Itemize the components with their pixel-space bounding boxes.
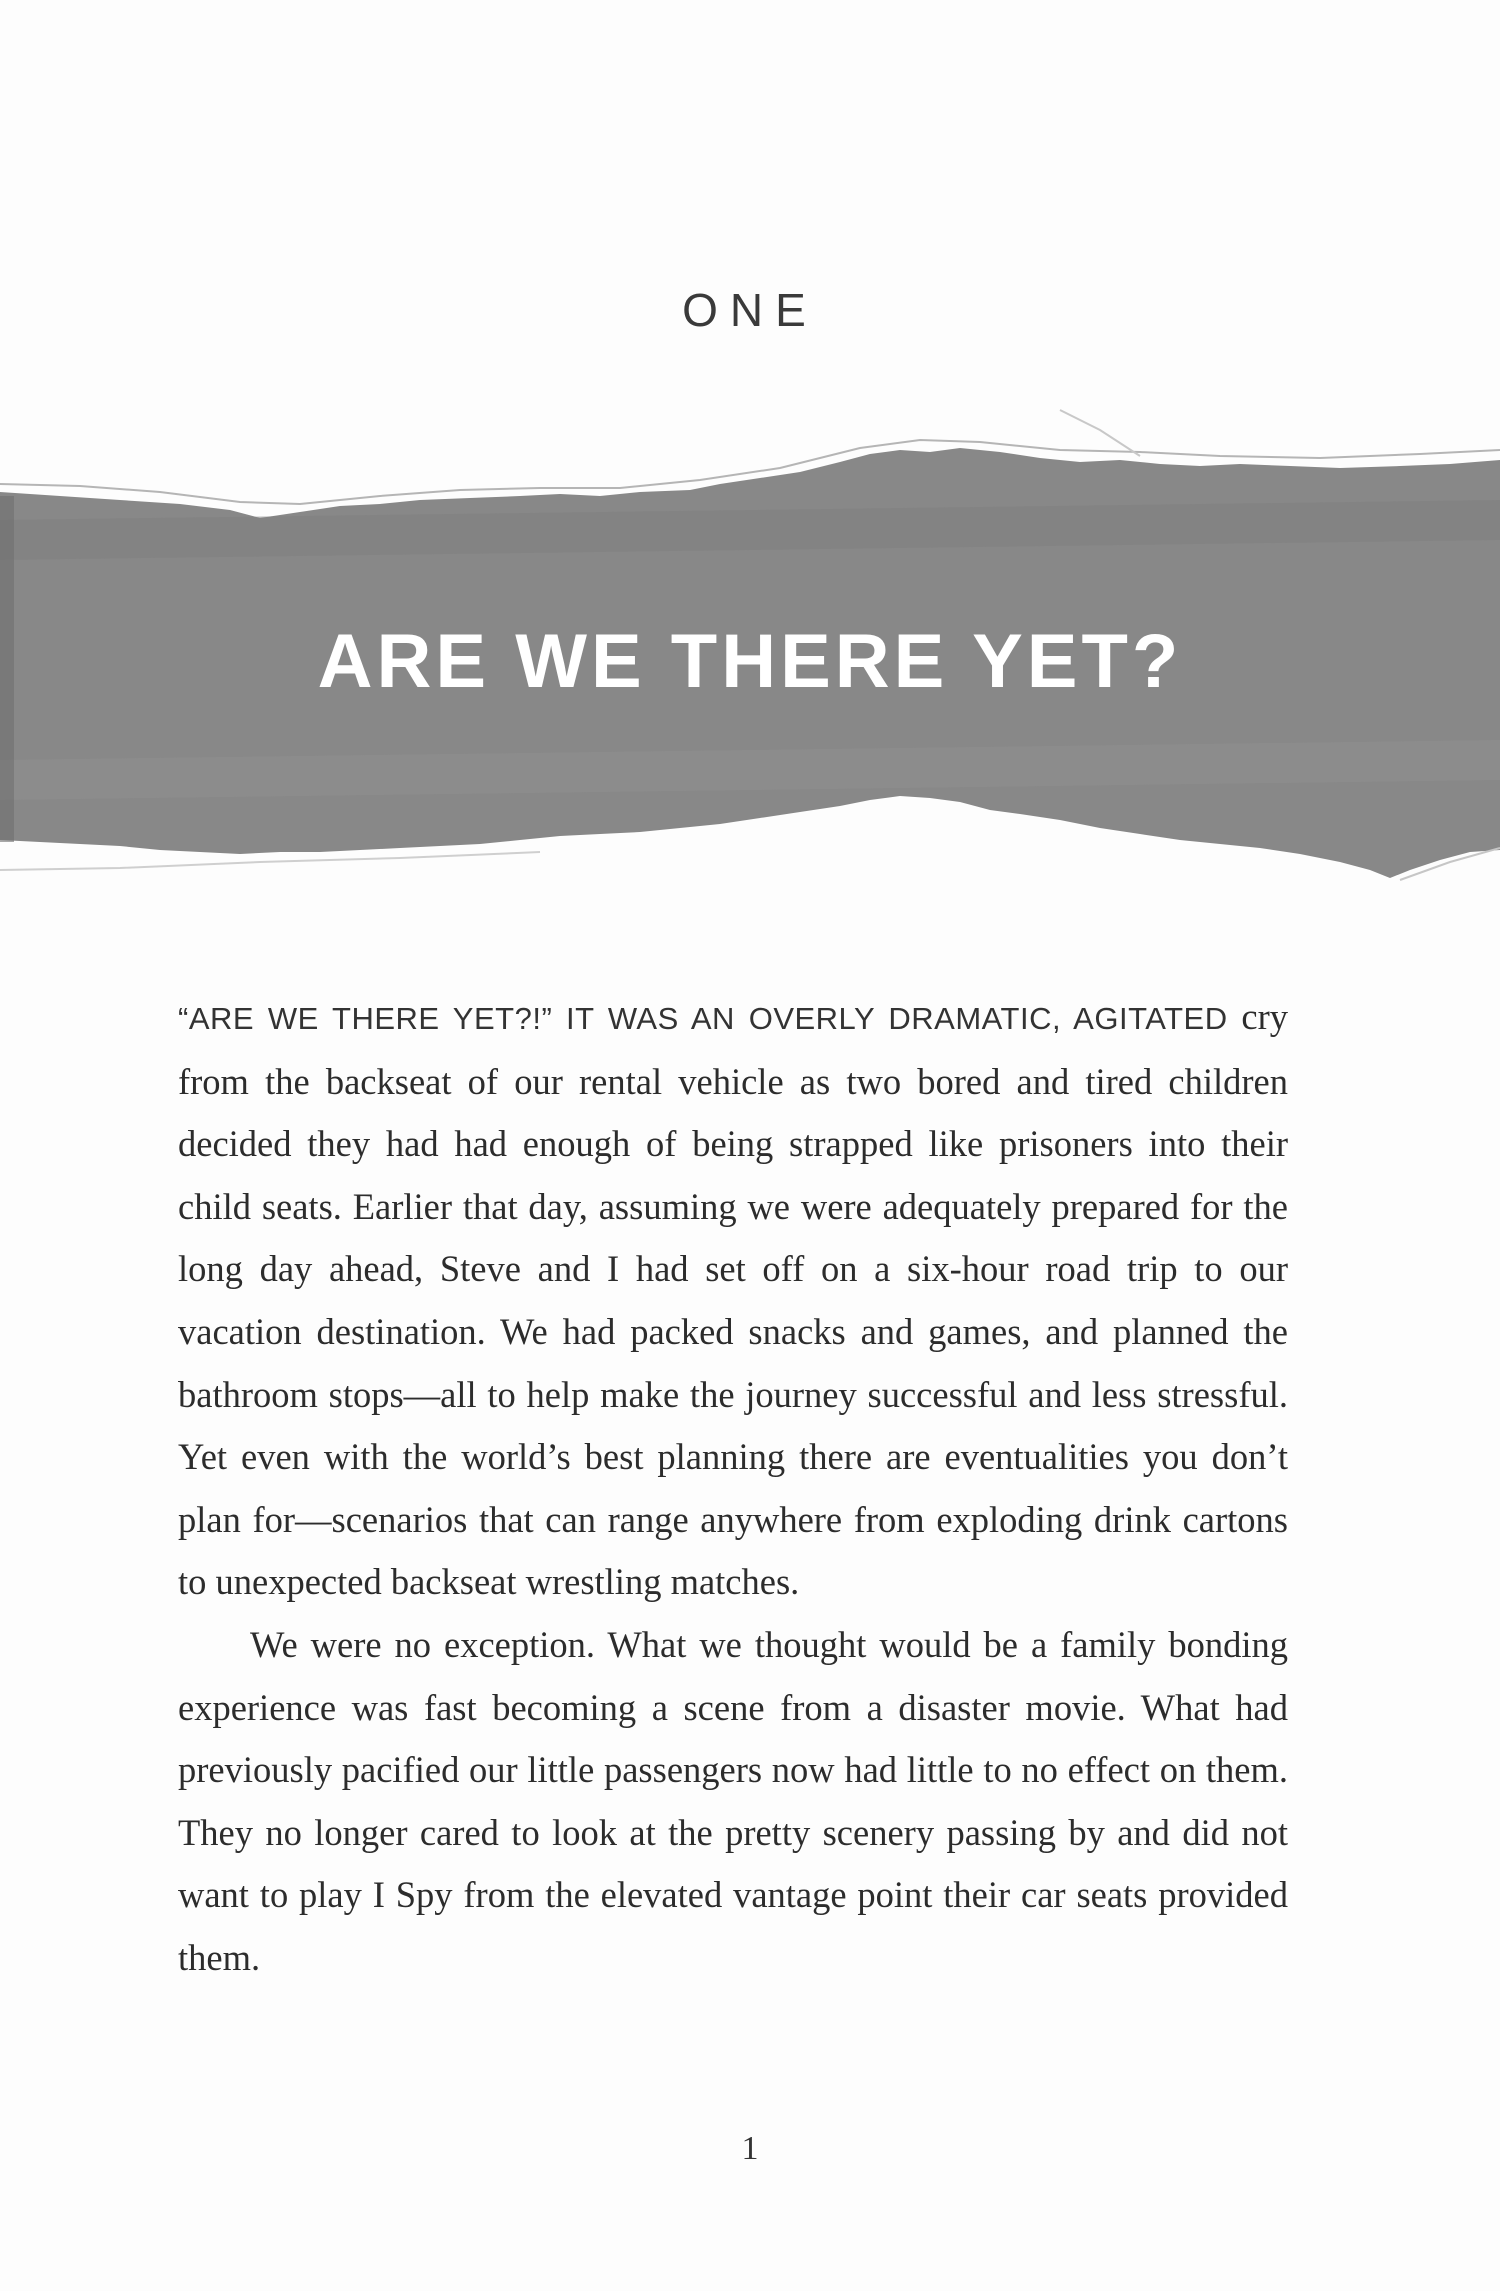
chapter-number: ONE bbox=[682, 284, 818, 336]
page-number: 1 bbox=[741, 2130, 759, 2167]
paragraph-text: cry from the backseat of our rental vehicle as two bored and tired children decided they had had enough of being strapped like prisoners into their child seats. Earlier that day, assuming we were adequately prepared for the long day ahead, Steve and I had set off on a six-hour road trip to our vacation destination. We had packed snacks and games, and planned the bathroom stops—all to help make the journey successful and less stressful. Yet even with the world’s best planning there are eventualities you don’t plan for—scenarios that can range anywhere from exploding drink cartons to unexpected backseat wrestling matches. bbox=[178, 996, 1288, 1603]
lead-in-caps: “ARE WE THERE YET?!” IT WAS AN OVERLY DRAMATIC, AGITATED bbox=[178, 1001, 1228, 1036]
paragraph: We were no exception. What we thought would be a family bonding experience was fast becoming a scene from a disaster movie. What had previously pacified our little passengers now had little to no effect on them. They no longer cared to look at the pretty scenery passing by and did not want to play I Spy from the elevated vantage point their car seats provided them. bbox=[178, 1623, 1288, 1978]
chapter-body bbox=[178, 986, 1288, 1990]
paragraph bbox=[178, 986, 1288, 1614]
chapter-title: ARE WE THERE YET? bbox=[317, 619, 1183, 704]
